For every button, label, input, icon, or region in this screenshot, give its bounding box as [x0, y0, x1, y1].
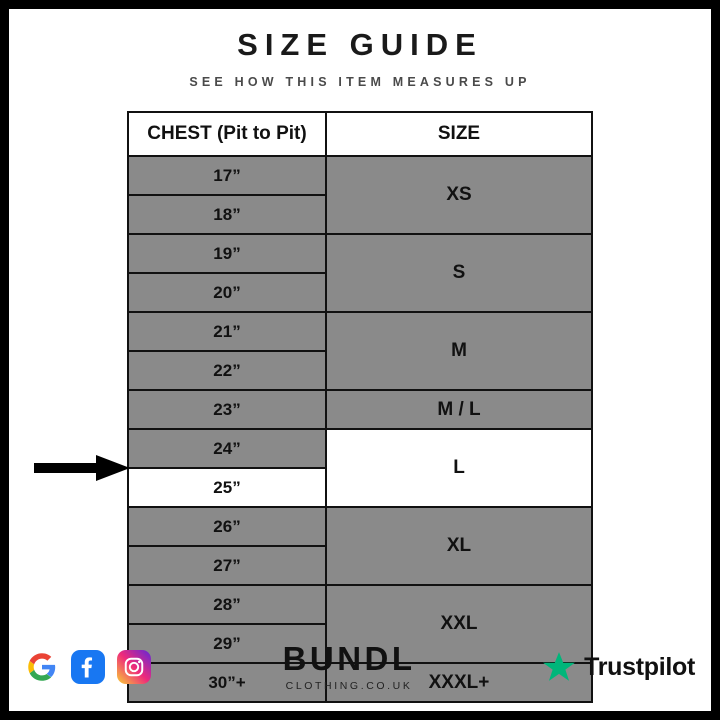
trustpilot-logo[interactable]	[541, 650, 695, 684]
page-title: SIZE GUIDE	[237, 27, 483, 62]
chest-cell: 17”	[128, 156, 326, 195]
size-cell-highlighted: L	[326, 429, 592, 507]
brand-name: BUNDL	[282, 640, 416, 677]
row-pointer-arrow	[34, 453, 132, 483]
size-cell: XS	[326, 156, 592, 234]
google-icon[interactable]	[25, 650, 59, 684]
chest-cell: 24”	[128, 429, 326, 468]
page-subtitle: SEE HOW THIS ITEM MEASURES UP	[189, 75, 531, 89]
table-header-row	[128, 112, 592, 156]
header-size: SIZE	[326, 112, 592, 156]
table-row	[128, 312, 592, 351]
table-row	[128, 390, 592, 429]
chest-cell: 20”	[128, 273, 326, 312]
chest-cell: 21”	[128, 312, 326, 351]
chest-cell: 28”	[128, 585, 326, 624]
table-row	[128, 585, 592, 624]
brand-logo	[283, 642, 416, 692]
chest-cell-highlighted: 25”	[128, 468, 326, 507]
header-chest: CHEST (Pit to Pit)	[128, 112, 326, 156]
chest-cell: 27”	[128, 546, 326, 585]
table-row	[128, 156, 592, 195]
trustpilot-star-icon	[541, 650, 577, 684]
chest-cell: 26”	[128, 507, 326, 546]
size-table	[127, 111, 593, 703]
trustpilot-name: Trustpilot	[584, 652, 695, 681]
chest-cell: 23”	[128, 390, 326, 429]
size-cell: XL	[326, 507, 592, 585]
table-row	[128, 429, 592, 468]
size-cell: XXXL+	[326, 663, 592, 702]
social-links	[25, 650, 151, 684]
size-table-wrap	[127, 111, 593, 703]
table-row	[128, 234, 592, 273]
brand-subtitle: CLOTHING.CO.UK	[285, 680, 413, 692]
chest-cell: 29”	[128, 624, 326, 663]
size-cell: XXL	[326, 585, 592, 663]
footer	[9, 631, 711, 703]
size-cell: M / L	[326, 390, 592, 429]
size-cell: M	[326, 312, 592, 390]
card-inner	[9, 9, 711, 711]
size-cell: S	[326, 234, 592, 312]
facebook-icon[interactable]	[71, 650, 105, 684]
table-row	[128, 507, 592, 546]
instagram-icon[interactable]	[117, 650, 151, 684]
chest-cell: 22”	[128, 351, 326, 390]
chest-cell: 18”	[128, 195, 326, 234]
chest-cell: 30”+	[128, 663, 326, 702]
chest-cell: 19”	[128, 234, 326, 273]
